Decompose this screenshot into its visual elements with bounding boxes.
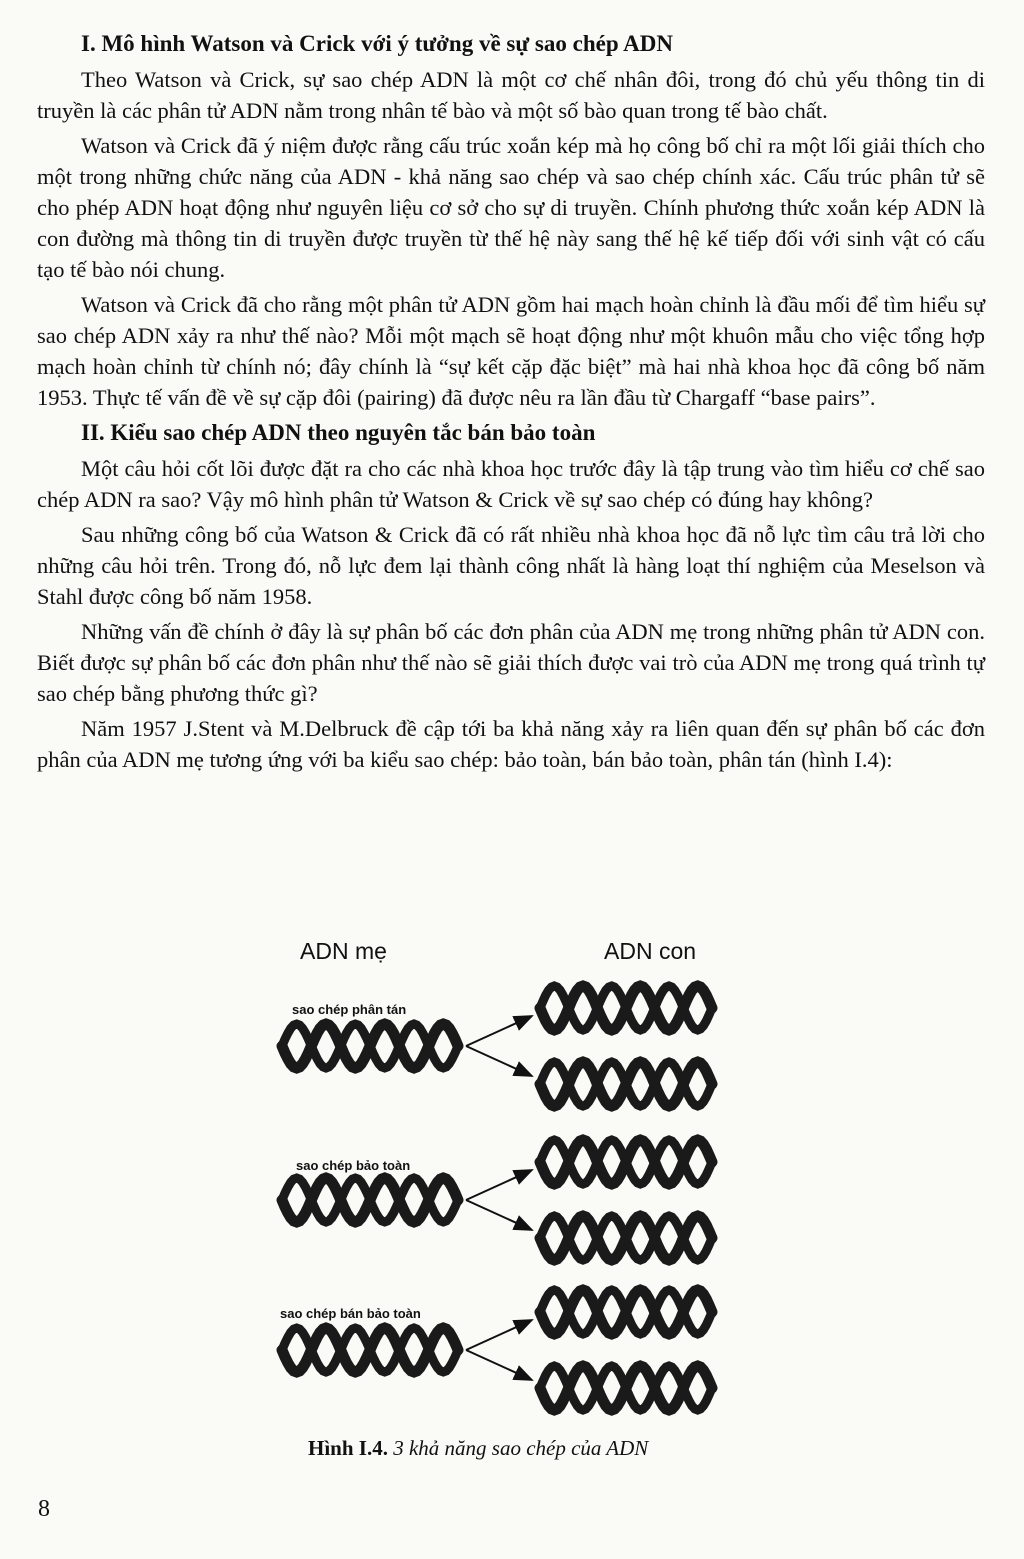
replication-arrow (466, 1320, 532, 1350)
parent-dna-helix (282, 1178, 458, 1222)
replication-arrow (466, 1046, 532, 1076)
dispersive-replication-label: sao chép phân tán (292, 1002, 407, 1017)
page-content (37, 28, 985, 779)
semiconservative-replication-label: sao chép bán bảo toàn (280, 1306, 421, 1321)
child-dna-helix (540, 1366, 712, 1410)
section2-paragraph: Năm 1957 J.Stent và M.Delbruck đề cập tới ba khả năng xảy ra liên quan đến sự phân bố các đơn phân của ADN mẹ tương ứng với ba kiểu sao chép: bảo toàn, bán bảo toàn, phân tán (hình I.4): (37, 716, 985, 772)
child-dna-helix (540, 1290, 712, 1334)
caption-figure-number: Hình I.4. (308, 1436, 388, 1460)
dna-replication-figure (270, 936, 740, 1466)
section2-paragraph: Những vấn đề chính ở đây là sự phân bố các đơn phân của ADN mẹ trong những phân tử ADN con. Biết được sự phân bố các đơn phân như thế nào sẽ giải thích được vai trò của ADN mẹ trong quá trình tự sao chép bằng phương thức gì? (37, 619, 985, 706)
replication-arrow (466, 1016, 532, 1046)
replication-arrow (466, 1200, 532, 1230)
child-dna-helix (540, 1140, 712, 1184)
page-number: 8 (38, 1496, 50, 1522)
section2-paragraph: Một câu hỏi cốt lõi được đặt ra cho các nhà khoa học trước đây là tập trung vào tìm hiểu cơ chế sao chép ADN ra sao? Vậy mô hình phân tử Watson & Crick về sự sao chép có đúng hay không? (37, 456, 985, 512)
figure-caption (308, 1436, 648, 1461)
child-dna-label: ADN con (604, 938, 697, 964)
child-dna-helix (540, 986, 712, 1030)
child-dna-helix (540, 1216, 712, 1260)
section1-heading: I. Mô hình Watson và Crick với ý tưởng về sự sao chép ADN (81, 31, 673, 56)
parent-dna-helix (282, 1024, 458, 1068)
conservative-replication-label: sao chép bảo toàn (296, 1158, 411, 1173)
parent-dna-label: ADN mẹ (300, 938, 387, 964)
section1-paragraph: Theo Watson và Crick, sự sao chép ADN là một cơ chế nhân đôi, trong đó chủ yếu thông tin di truyền là các phân tử ADN nằm trong nhân tế bào và một số bào quan trong tế bào chất. (37, 67, 985, 123)
replication-arrow (466, 1170, 532, 1200)
section2-heading: II. Kiểu sao chép ADN theo nguyên tắc bán bảo toàn (81, 420, 596, 445)
section1-paragraph: Watson và Crick đã cho rằng một phân tử ADN gồm hai mạch hoàn chỉnh là đầu mối để tìm hiểu sự sao chép ADN xảy ra như thế nào? Mỗi một mạch sẽ hoạt động như một khuôn mẫu cho việc tổng hợp mạch hoàn chỉnh từ chính nó; đây chính là “sự kết cặp đặc biệt” mà hai nhà khoa học đã công bố năm 1953. Thực tế vấn đề về sự cặp đôi (pairing) đã được nêu ra lần đầu từ Chargaff “base pairs”. (37, 292, 985, 410)
section2-paragraph: Sau những công bố của Watson & Crick đã có rất nhiều nhà khoa học đã nỗ lực tìm câu trả lời cho những câu hỏi trên. Trong đó, nỗ lực đem lại thành công nhất là hàng loạt thí nghiệm của Meselson và Stahl được công bố năm 1958. (37, 522, 985, 609)
child-dna-helix (540, 1062, 712, 1106)
section1-paragraph: Watson và Crick đã ý niệm được rằng cấu trúc xoắn kép mà họ công bố chỉ ra một lối giải thích cho một trong những chức năng của ADN - khả năng sao chép và sao chép chính xác. Cấu trúc phân tử sẽ cho phép ADN hoạt động như nguyên liệu cơ sở cho sự di truyền. Chính phương thức xoắn kép ADN là con đường mà thông tin di truyền được truyền từ thế hệ này sang thế hệ kế tiếp đối với sinh vật có cấu tạo tế bào nói chung. (37, 133, 985, 282)
replication-arrow (466, 1350, 532, 1380)
parent-dna-helix (282, 1328, 458, 1372)
caption-text: 3 khả năng sao chép của ADN (393, 1436, 649, 1460)
